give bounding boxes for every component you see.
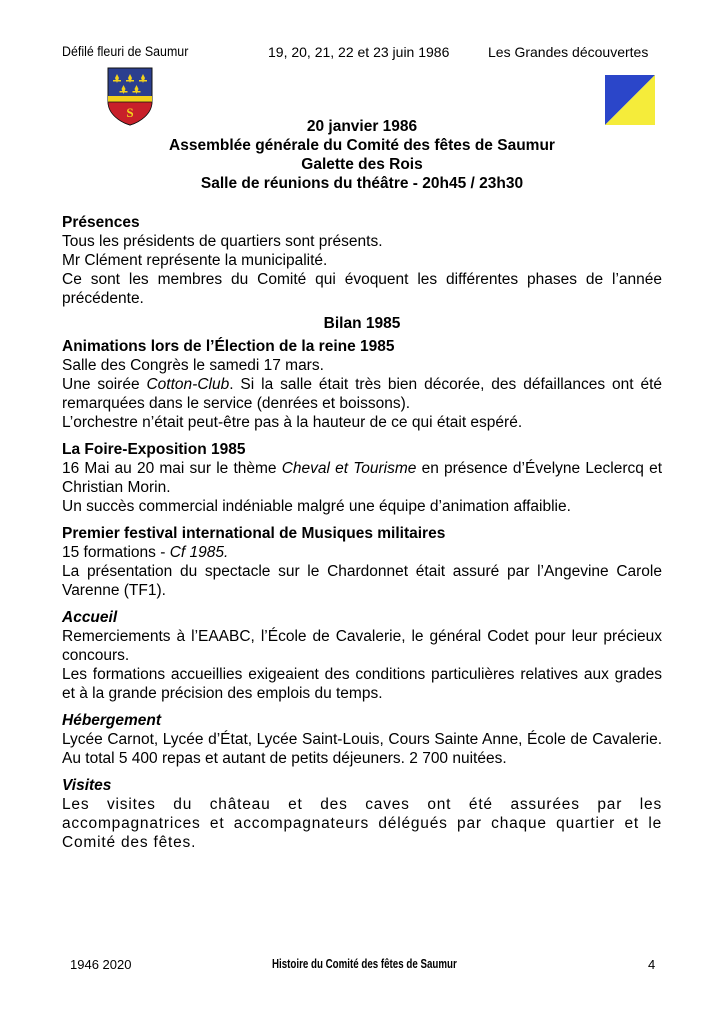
foire-p1-post: en présence d’Évelyne Leclercq et Christian Morin. <box>62 460 662 496</box>
cotton-club-emphasis: Cotton-Club <box>146 376 230 393</box>
election-p2 <box>62 375 662 413</box>
foire-p1 <box>62 459 662 497</box>
page-number: 4 <box>648 957 656 972</box>
meeting-subtitle: Galette des Rois <box>301 156 423 173</box>
meeting-date: 20 janvier 1986 <box>306 118 418 135</box>
presences-p2: Mr Clément représente la municipalité. <box>62 252 328 269</box>
cf-1985-emphasis: Cf 1985. <box>169 544 229 561</box>
election-p1: Salle des Congrès le samedi 17 mars. <box>62 357 324 374</box>
festival-p1 <box>62 543 662 562</box>
header-center: 19, 20, 21, 22 et 23 juin 1986 <box>268 44 450 60</box>
presences-p1: Tous les présidents de quartiers sont présents. <box>62 233 383 250</box>
cheval-tourisme-emphasis: Cheval et Tourisme <box>281 460 417 477</box>
footer-years: 1946 2020 <box>70 957 132 972</box>
election-heading: Animations lors de l’Élection de la reine 1985 <box>62 338 395 355</box>
election-p2-pre: Une soirée <box>62 376 147 393</box>
header-left: Défilé fleuri de Saumur <box>62 44 189 59</box>
presences-p3: Ce sont les membres du Comité qui évoquent les différentes phases de l’année précédente. <box>62 271 662 307</box>
foire-p2: Un succès commercial indéniable malgré une équipe d’animation affaiblie. <box>62 498 571 515</box>
festival-heading: Premier festival international de Musiques militaires <box>62 525 446 542</box>
meeting-title: Assemblée générale du Comité des fêtes de Saumur <box>169 137 555 154</box>
visites-p1: Les visites du château et des caves ont été assurées par les accompagnatrices et accompagnateurs délégués par chaque quartier et le Comité des fêtes. <box>62 796 662 851</box>
footer-title: Histoire du Comité des fêtes de Saumur <box>272 957 457 971</box>
visites-heading: Visites <box>62 777 112 794</box>
accueil-heading: Accueil <box>62 609 118 626</box>
title-block <box>62 117 662 193</box>
foire-p1-pre: 16 Mai au 20 mai sur le thème <box>62 460 282 477</box>
meeting-location: Salle de réunions du théâtre - 20h45 / 23h30 <box>200 175 524 192</box>
foire-heading: La Foire-Exposition 1985 <box>62 441 246 458</box>
hebergement-heading: Hébergement <box>62 712 162 729</box>
bilan-heading: Bilan 1985 <box>323 315 401 332</box>
hebergement-p1: Lycée Carnot, Lycée d’État, Lycée Saint-Louis, Cours Sainte Anne, École de Cavalerie. Au total 5 400 repas et autant de petits déjeuners. 2 700 nuitées. <box>62 731 662 767</box>
election-p3: L’orchestre n’était peut-être pas à la hauteur de ce qui était espéré. <box>62 414 523 431</box>
accueil-p2: Les formations accueillies exigeaient des conditions particulières relatives aux grades et à la grande précision des emplois du temps. <box>62 666 662 702</box>
document-body <box>62 213 662 852</box>
election-p2-post: . Si la salle était très bien décorée, des défaillances ont été remarquées dans le service (denrées et boissons). <box>62 376 662 412</box>
presences-heading: Présences <box>62 214 140 231</box>
crest-letter: S <box>126 105 134 120</box>
accueil-p1: Remerciements à l’EAABC, l’École de Cavalerie, le général Codet pour leur précieux concours. <box>62 628 662 664</box>
festival-p1-pre: 15 formations - <box>62 544 170 561</box>
header-right: Les Grandes découvertes <box>488 44 649 60</box>
festival-p2: La présentation du spectacle sur le Chardonnet était assuré par l’Angevine Carole Varenne (TF1). <box>62 563 662 599</box>
